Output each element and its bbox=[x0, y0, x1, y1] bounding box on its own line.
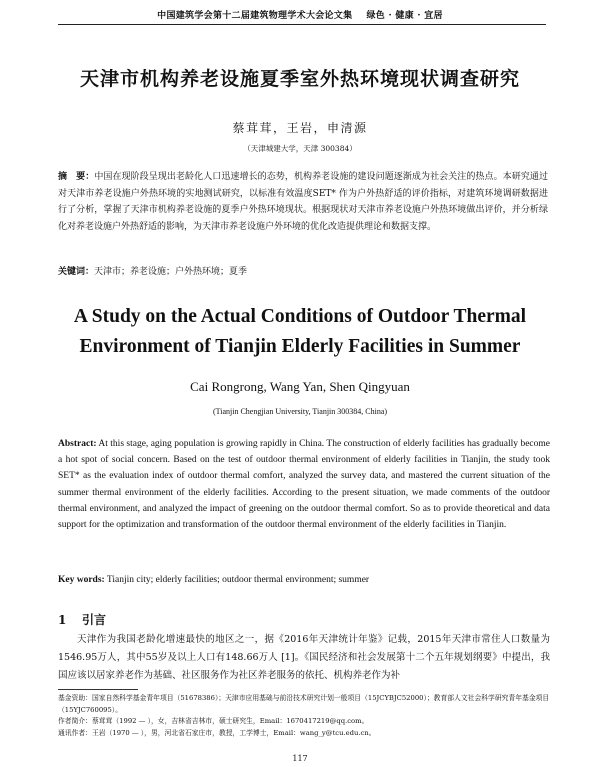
cn-abstract-label: 摘 要： bbox=[58, 172, 95, 182]
cn-affiliation: （天津城建大学，天津 300384） bbox=[243, 144, 357, 153]
cn-keywords-text: 天津市；养老设施；户外热环境；夏季 bbox=[94, 267, 248, 277]
en-affiliation: (Tianjin Chengjian University, Tianjin 300384, China) bbox=[212, 407, 388, 416]
header-rule bbox=[58, 24, 546, 25]
header-theme: 绿色 · 健康 · 宜居 bbox=[366, 11, 443, 21]
en-abstract-label: Abstract: bbox=[58, 439, 97, 449]
en-title bbox=[0, 302, 600, 362]
running-header bbox=[0, 8, 600, 21]
page-number: 117 bbox=[292, 754, 308, 763]
en-keywords bbox=[58, 575, 550, 585]
en-abstract bbox=[58, 436, 550, 533]
en-authors: Cai Rongrong, Wang Yan, Shen Qingyuan bbox=[190, 379, 410, 394]
section-title: 引言 bbox=[82, 613, 107, 627]
footnote-rule bbox=[58, 689, 138, 690]
section-number: 1 bbox=[58, 613, 67, 627]
section-body: 天津作为我国老龄化增速最快的地区之一，据《2016年天津统计年鉴》记载，2015年天津市常住人口数量为1546.95万人，其中55岁及以上人口有148.66万人 [1]。《国民经济和社会发展第十二个五年规划纲要》中提出，我国应该以居家养老作为基础、社区服务作为社区养老服务的依托、机构养老作为补 bbox=[58, 634, 550, 681]
section-heading bbox=[58, 611, 106, 628]
footnote-author: 作者简介：蔡茸茸（1992 — ），女，吉林省吉林市，硕士研究生，Email：1670417219@qq.com。 bbox=[58, 717, 369, 725]
header-conference: 中国建筑学会第十二届建筑物理学术大会论文集 bbox=[157, 11, 353, 21]
cn-keywords-label: 关键词： bbox=[58, 267, 95, 277]
en-abstract-text: At this stage, aging population is growing rapidly in China. The construction of elderly facilities has gradually become a hot spot of social concern. Based on the test of outdoor thermal environment of elderly facilities in Tianjin, the study took SET* as the evaluation index of outdoor thermal comfort, analyzed the survey data, and mastered the current situation of the summer thermal environment of the elderly facilities. According to the present situation, we made comments of the outdoor thermal environment, and analyzed the impact of greening on the outdoor thermal comfort. So as to provide theoretical and data support for the optimization and transformation of the outdoor thermal environment of the elderly facilities in Tianjin. bbox=[58, 439, 550, 531]
cn-title: 天津市机构养老设施夏季室外热环境现状调查研究 bbox=[79, 68, 520, 90]
en-title-line2: Environment of Tianjin Elderly Facilities in Summer bbox=[79, 336, 521, 357]
en-keywords-label: Key words: bbox=[58, 575, 105, 585]
en-title-line1: A Study on the Actual Conditions of Outdoor Thermal bbox=[73, 306, 527, 327]
cn-abstract-text: 中国在现阶段呈现出老龄化人口迅速增长的态势，机构养老设施的建设问题逐渐成为社会关注的热点。本研究通过对天津市养老设施户外热环境的实地测试研究，以标准有效温度SET* 作为户外热舒适的评价指标，对建筑环境调研数据进行了分析，掌握了天津市机构养老设施的夏季户外热环境现状。根据现状对天津市养老设施户外热环境做出评价，并分析绿化对养老设施户外热舒适的影响，为天津市养老设施户外环境的优化改造提供理论和数据支撑。 bbox=[58, 172, 548, 232]
cn-keywords bbox=[58, 264, 548, 277]
cn-authors: 蔡茸茸，王岩，申清源 bbox=[232, 121, 368, 135]
footnotes bbox=[58, 693, 550, 739]
en-keywords-text: Tianjin city; elderly facilities; outdoor thermal environment; summer bbox=[106, 575, 370, 585]
footnote-corresponding: 通讯作者：王岩（1970 — ），男，河北省石家庄市，教授，工学博士，Email：wang_y@tcu.edu.cn。 bbox=[58, 728, 376, 737]
cn-abstract bbox=[58, 169, 548, 235]
footnote-funding: 基金资助：国家自然科学基金青年项目（51678386）；天津市应用基础与前沿技术研究计划一般项目（15JCYBJC52000）；教育部人文社会科学研究青年基金项目（15YJC760095）。 bbox=[58, 694, 550, 714]
